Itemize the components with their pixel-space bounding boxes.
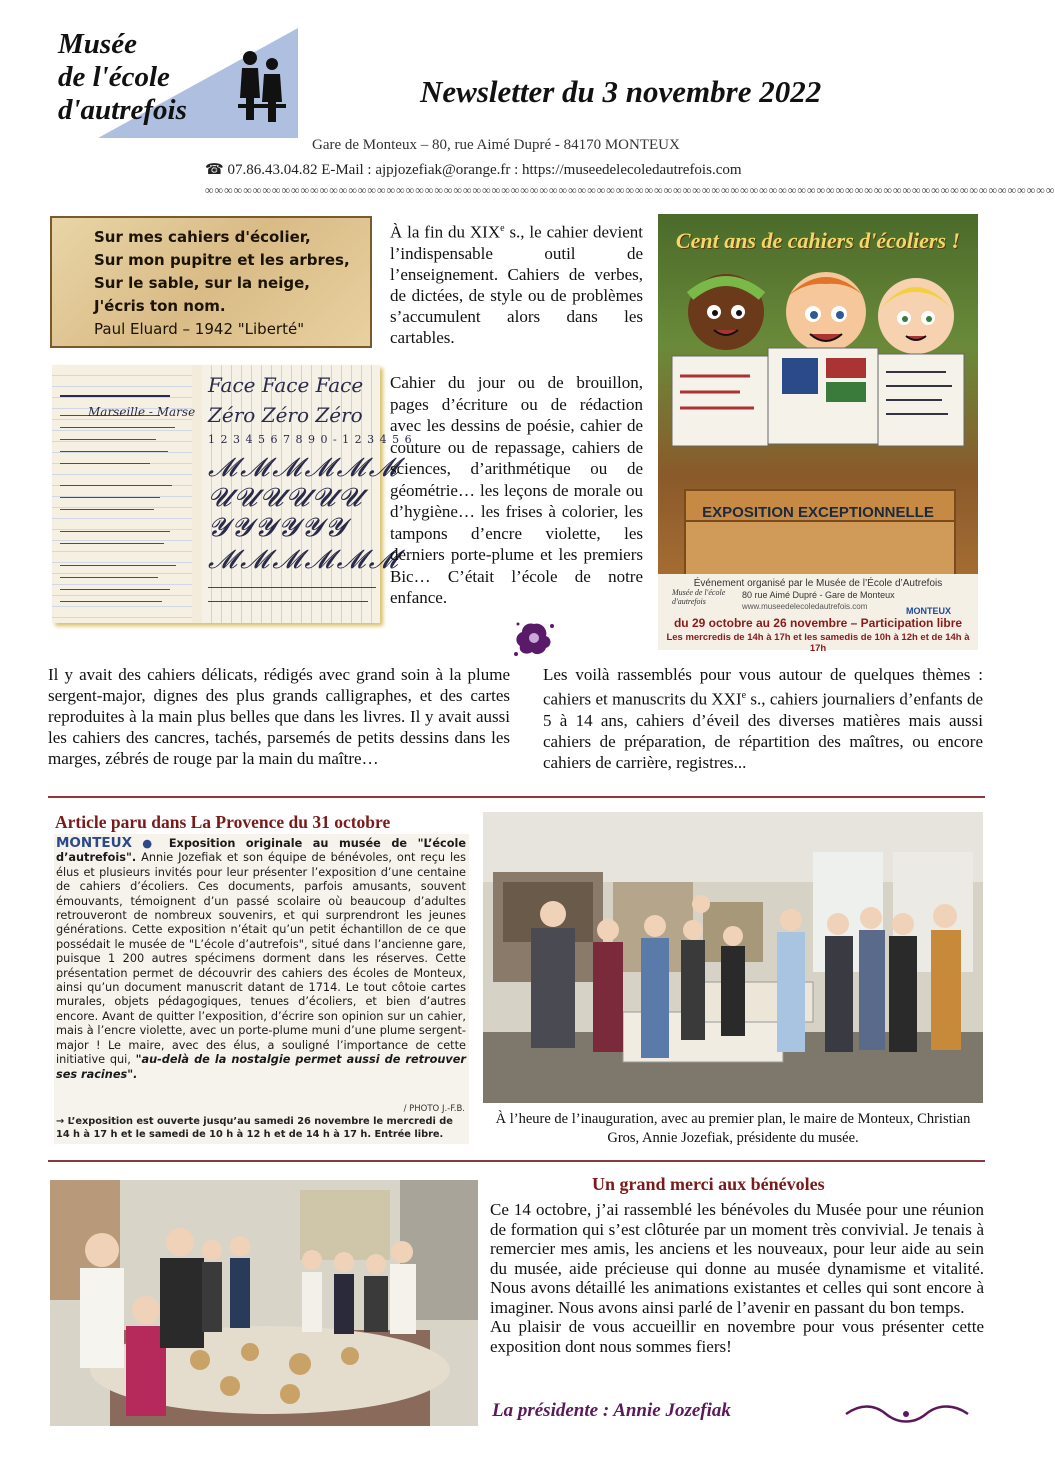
- poster-dates: du 29 octobre au 26 novembre – Participation libre: [673, 616, 963, 630]
- notebook-row-zero: Zéro Zéro Zéro: [208, 403, 363, 427]
- schoolchildren-silhouette-icon: [236, 48, 286, 128]
- themes-text-b: s., cahiers journaliers d’enfants de 5 à 14 ans, cahiers d’éveil des diverses matières mais aussi cahiers de préparation, de répartition des maîtres, ou encore cahiers de carrière, registres...: [543, 689, 984, 772]
- section-divider-1: [48, 796, 985, 798]
- intro-paragraph: [390, 218, 643, 348]
- ornamental-divider: ∞∞∞∞∞∞∞∞∞∞∞∞∞∞∞∞∞∞∞∞∞∞∞∞∞∞∞∞∞∞∞∞∞∞∞∞∞∞∞∞∞∞∞∞∞∞∞∞∞∞∞∞∞∞∞∞∞∞∞∞∞∞∞∞∞∞∞∞∞∞∞∞∞∞∞∞∞∞∞∞∞∞∞∞∞∞∞∞∞: [205, 183, 1055, 197]
- notebook-row-face: Face Face Face: [208, 373, 364, 397]
- newspaper-clipping: [54, 834, 469, 1144]
- themes-superscript: e: [741, 690, 747, 701]
- intro-text-b: s., le cahier devient l’indispensable outil de l’enseignement. Cahiers de verbes, de dictées, de style ou de problèmes s’accumulent alors dans les cartables.: [390, 222, 643, 347]
- poster-monteux-logo: MONTEUX: [906, 606, 951, 616]
- poem-author: Paul Eluard – 1942 "Liberté": [94, 320, 305, 338]
- notebook-title: Marseille - Marse: [88, 405, 196, 419]
- telephone-icon: ☎: [205, 162, 224, 178]
- volunteers-heading: Un grand merci aux bénévoles: [592, 1174, 825, 1194]
- volunteers-body: Ce 14 octobre, j’ai rassemblé les bénévoles du Musée pour une réunion de formation qui s’est clôturée par un moment très convivial. Je tenais à remercier mes amis, les anciens et les nouveaux, pour leur aide au sein du musée, aide précieuse qui donne au musée dynamisme et vitalité. Nous avons détaillé les animations existantes et celles qui sont encore à imaginer. Nous avons ainsi parlé de l’avenir en passant du bon temps.: [490, 1200, 984, 1317]
- poem-line-4: J'écris ton nom.: [94, 297, 226, 315]
- volunteers-closing: Au plaisir de vous accueillir en novembre pour vous présenter cette exposition dont nous sommes fiers!: [490, 1317, 984, 1356]
- poem-line-3: Sur le sable, sur la neige,: [94, 274, 310, 292]
- intro-text-a: À la fin du XIX: [390, 222, 501, 242]
- newsletter-title: Newsletter du 3 novembre 2022: [420, 74, 822, 109]
- contact-line: [205, 160, 742, 179]
- exhibition-poster: [658, 214, 978, 654]
- poster-children-illustration: [658, 252, 978, 502]
- article-quote: "au-delà de la nostalgie permet aussi de retrouver ses racines".: [56, 1053, 466, 1081]
- section-divider-2: [48, 1160, 985, 1162]
- poem-line-2: Sur mon pupitre et les arbres,: [94, 251, 350, 269]
- themes-paragraph: [543, 664, 983, 773]
- volunteers-scene: [50, 1180, 478, 1426]
- notebook-kinds-paragraph: Cahier du jour ou de brouillon, pages d’écriture ou de rédaction avec les dessins de poésie, cahier de couture ou de repassage, cahiers de sciences, d’arithmétique ou de géométrie… les leçons de morale ou d’hygiène… les frises à colorier, les tampons d’encre violette, les derniers porte-plume et les premiers Bic… C’était l’école de notre enfance.: [390, 373, 643, 607]
- signature: La présidente : Annie Jozefiak: [492, 1400, 731, 1421]
- poster-website: www.museedelecoledautrefois.com: [742, 602, 868, 611]
- poem-box: [50, 216, 372, 348]
- poster-hours: Les mercredis de 14h à 17h et les samedis de 10h à 12h et de 14h à 17h: [666, 632, 970, 654]
- article-opening-note: → L’exposition est ouverte jusqu’au samedi 26 novembre le mercredi de 14 h à 17 h et le samedi de 10 h à 12 h et de 14 h à 17 h. Entrée libre.: [56, 1116, 453, 1140]
- intro-superscript: e: [500, 223, 505, 234]
- poster-organizer: Événement organisé par le Musée de l’École d’Autrefois: [693, 578, 943, 589]
- logo-text: [58, 28, 187, 127]
- themes-text-a: Les voilà rassemblés pour vous autour de quelques thèmes : cahiers et manuscrits du XXI: [543, 665, 983, 709]
- museum-logo: [58, 28, 288, 138]
- logo-line-3: d'autrefois: [58, 94, 187, 126]
- notebook-left-page: [52, 365, 192, 623]
- article-photo-credit: / PHOTO J.-F.B.: [403, 1104, 465, 1114]
- inauguration-caption: À l’heure de l’inauguration, avec au premier plan, le maire de Monteux, Christian Gros, Annie Jozefiak, présidente du musée.: [495, 1111, 971, 1146]
- volunteers-paragraph: [490, 1200, 984, 1356]
- article-town: MONTEUX: [56, 835, 133, 851]
- inauguration-photo: [483, 812, 983, 1103]
- poster-banner: EXPOSITION EXCEPTIONNELLE: [702, 504, 934, 521]
- ink-splat-icon: [512, 618, 556, 658]
- article-lead: Exposition originale au musée de "L’école d’autrefois".: [56, 837, 467, 865]
- delicate-notebooks-paragraph: Il y avait des cahiers délicats, rédigés avec grand soin à la plume sergent-major, dignes des plus grands calligraphes, et des cartes reproduites à la main plus belles que dans les livres. Il y avait aussi les cahiers des cancres, tachés, parsemés de petits dessins dans les marges, zébrés de rouge par la main du maître…: [48, 665, 510, 768]
- article-heading: Article paru dans La Provence du 31 octobre: [55, 812, 391, 832]
- address-line: Gare de Monteux – 80, rue Aimé Dupré - 84170 MONTEUX: [312, 137, 680, 153]
- logo-line-1: Musée: [58, 28, 137, 60]
- poster-address: 80 rue Aimé Dupré - Gare de Monteux: [742, 590, 895, 600]
- logo-line-2: de l'école: [58, 61, 170, 93]
- swirl-ornament-right-icon: [842, 1402, 972, 1426]
- article-text: Annie Jozefiak et son équipe de bénévoles, ont reçu les élus et plusieurs invités pour leur présenter l’exposition d’une centaine de cahiers d’écoliers. Ces documents, parfois amusants, souvent émouvants, témoignent d’un passé scolaire où beaucoup d’adultes retrouveront de nombreux souvenirs, et qui surprendront les jeunes générations. Cette exposition n’était qu’un petit échantillon de ce que possédait le musée de "L’école d’autrefois", situé dans l’ancienne gare, puisque 1 200 autres spécimens dorment dans les réserves. Cette présentation permet de découvrir des cahiers des écoles de Monteux, ainsi qu’un document manuscrit datant de 1714. Le tout côtoie cartes murales, objets pédagogiques, tenues d’écoliers, et bien d’autres encore. Avant de quitter l’exposition, d’écrire son opinion sur un cahier, mais à l’encre violette, avec un porte-plume muni d’une plume sergent-major ! Le maire, avec des élus, a souligné l’importance de cette initiative qui,: [56, 851, 467, 1067]
- article-body: MONTEUX ● Exposition originale au musée de "L’école d’autrefois". Annie Jozefiak et son équipe de bénévoles, ont reçu les élus et plusieurs invités pour leur présenter l’exposition d’une centaine de cahiers d’écoliers. Ces documents, parfois amusants, souvent émouvants, témoignent d’un passé scolaire où beaucoup d’adultes retrouveront de nombreux souvenirs, et qui surprendront les jeunes générations. Cette exposition n’était qu’un petit échantillon de ce que possédait le musée de "L’école d’autrefois", situé dans l’ancienne gare, puisque 1 200 autres spécimens dorment dans les réserves. Cette présentation permet de découvrir des cahiers des écoles de Monteux, ainsi qu’un document manuscrit datant de 1714. Le tout côtoie cartes murales, objets pédagogiques, tenues d’écoliers, et bien d’autres encore. Avant de quitter l’exposition, d’écrire son opinion sur un cahier, mais à l’encre violette, avec un porte-plume muni d’une plume sergent-major ! Le maire, avec des élus, a souligné l’importance de cette initiative qui, "au-delà de la nostalgie permet aussi de retrouver ses racines".: [56, 835, 467, 1081]
- notebook-row-digits: 1 2 3 4 5 6 7 8 9 0 - 1 2 3 4 5 6: [208, 433, 413, 446]
- poster-museum-logo: Musée de l'école d'autrefois: [672, 588, 726, 606]
- inauguration-scene: [483, 812, 983, 1103]
- volunteers-photo: [50, 1180, 478, 1426]
- notebook-photo: Face Face Face Zéro Zéro Zéro 1 2 3 4 5 6 7 8 9 0 - 1 2 3 4 5 6 Marseille - Marse 𝓜𝓜𝓜𝓜𝓜𝓜 𝓤𝓤𝓤𝓤𝓤𝓤 𝓨𝓨𝓨𝓨𝓨𝓨 𝓜𝓜𝓜𝓜𝓜𝓜: [52, 365, 380, 623]
- poster-title: Cent ans de cahiers d'écoliers !: [675, 228, 961, 253]
- contact-text: 07.86.43.04.82 E-Mail : ajpjozefiak@orange.fr : https://museedelecoledautrefois.com: [227, 162, 742, 178]
- poem-line-1: Sur mes cahiers d'écolier,: [94, 228, 311, 246]
